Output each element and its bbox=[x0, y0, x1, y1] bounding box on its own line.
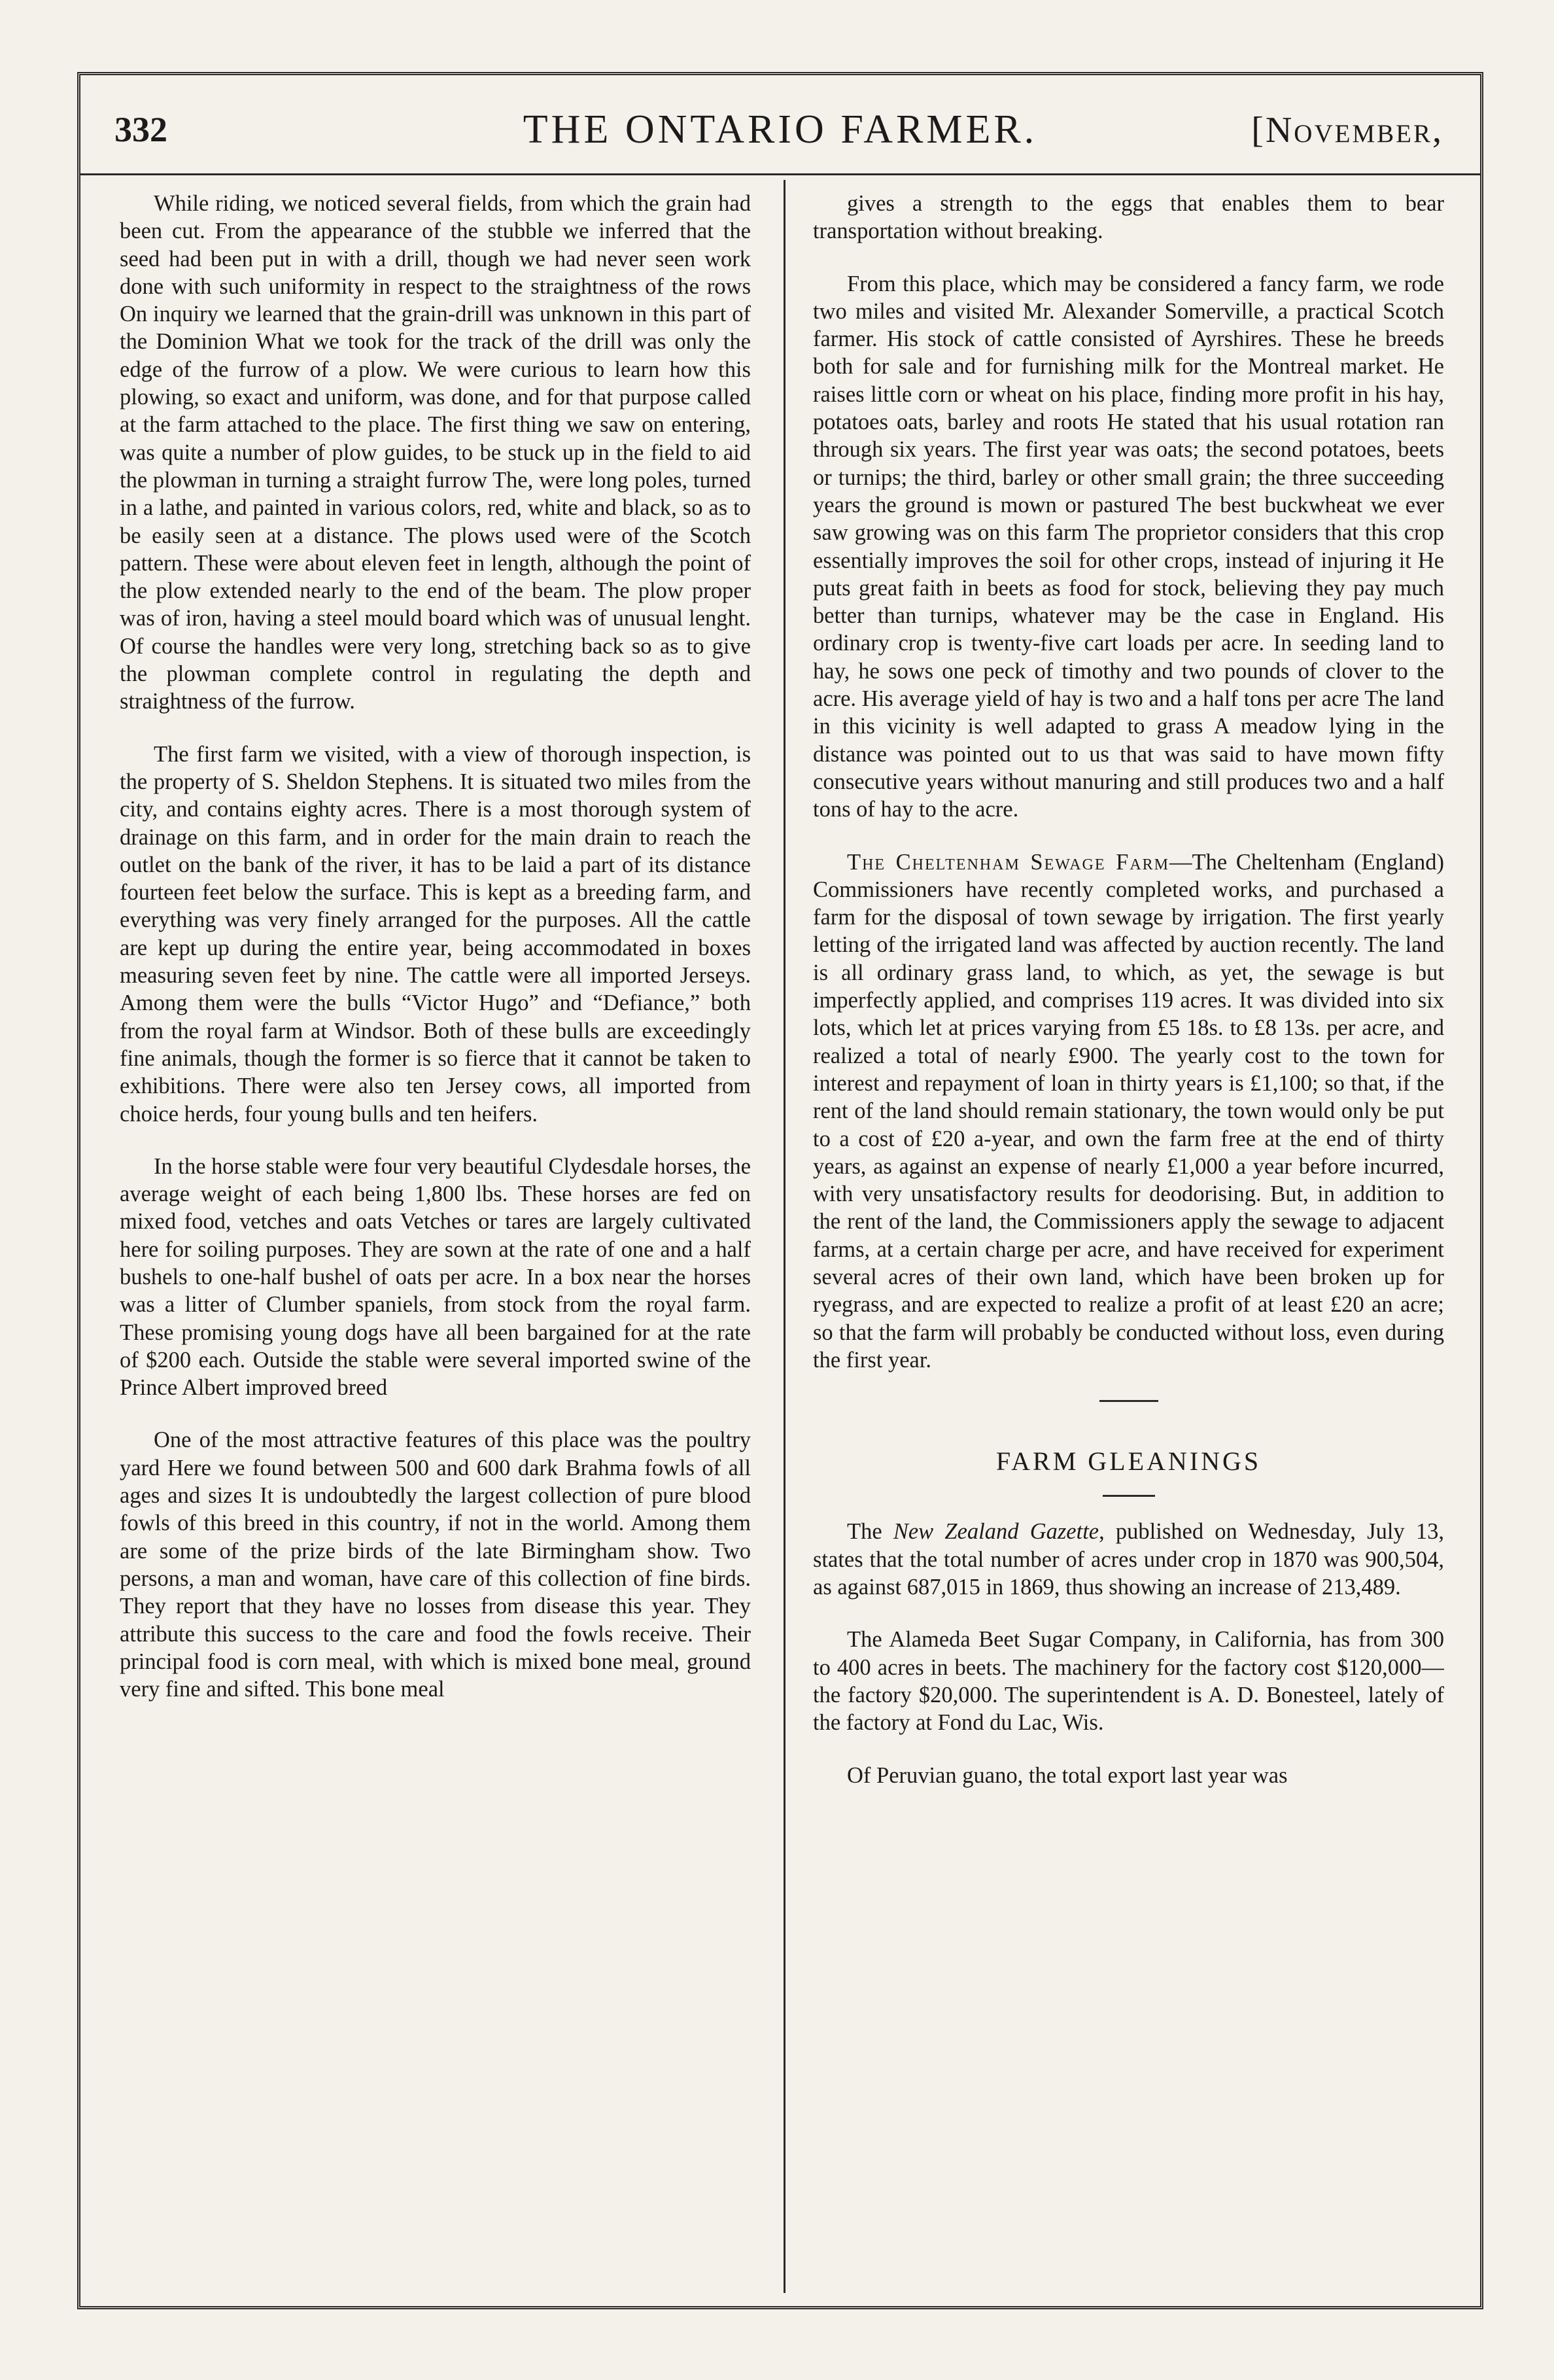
newspaper-name: New Zealand Gazette bbox=[893, 1519, 1099, 1545]
issue-month: [November, bbox=[1251, 110, 1443, 150]
cheltenham-paragraph bbox=[813, 849, 1444, 1374]
column-rule bbox=[784, 180, 786, 2293]
newspaper-page bbox=[77, 72, 1483, 2309]
gleaning-text: , published on Wednesday, July 13, states that the total number of acres under crop in 1870 was 900,504, as against 687,015 in 1869, thus showing an increase of 213,489. bbox=[813, 1519, 1444, 1600]
title-underline bbox=[1103, 1495, 1155, 1497]
gleaning-paragraph: The Alameda Beet Sugar Company, in California, has from 300 to 400 acres in beets. The machinery for the factory cost $120,000—the factory $20,000. The superintendent is A. D. Bonesteel, lately of the factory at Fond du Lac, Wis. bbox=[813, 1627, 1444, 1736]
article-paragraph: One of the most attractive features of this place was the poultry yard Here we found between 500 and 600 dark Brahma fowls of all ages and sizes It is undoubtedly the largest collection of pure blood fowls of this breed in this country, if not in the world. Among them are some of the prize birds of the late Birmingham show. Two persons, a man and woman, have care of this collection of fine birds. They report that they have no losses from disease this year. They attribute this success to the care and food the fowls receive. Their principal food is corn meal, with which is mixed bone meal, ground very fine and sifted. This bone meal bbox=[120, 1427, 751, 1702]
section-title: FARM GLEANINGS bbox=[995, 1446, 1262, 1477]
gleaning-paragraph bbox=[813, 1518, 1444, 1601]
cheltenham-heading: The Cheltenham Sewage Farm bbox=[847, 849, 1170, 875]
section-divider bbox=[1099, 1400, 1158, 1402]
left-column bbox=[120, 190, 751, 2280]
right-column bbox=[813, 190, 1444, 2280]
article-paragraph: In the horse stable were four very beautiful Clydesdale horses, the average weight of each being 1,800 lbs. These horses are fed on mixed food, vetches and oats Vetches or tares are largely cultivated here for soiling purposes. They are sown at the rate of one and a half bushels to one-half bushel of oats per acre. In a box near the horses was a litter of Clumber spaniels, from stock from the royal farm. These promising young dogs have all been bargained for at the rate of $200 each. Outside the stable were several imported swine of the Prince Albert improved breed bbox=[120, 1153, 751, 1401]
publication-title: THE ONTARIO FARMER. bbox=[523, 107, 1038, 152]
gleaning-text: The bbox=[847, 1519, 893, 1545]
article-paragraph: The first farm we visited, with a view of thorough inspection, is the property of S. Sheldon Stephens. It is situated two miles from the city, and contains eighty acres. There is a most thorough system of drainage on this farm, and in order for the main drain to reach the outlet on the bank of the river, it has to be laid a part of its distance fourteen feet below the surface. This is kept as a breeding farm, and everything was very finely arranged for the purposes. All the cattle are kept up during the entire year, being accommodated in boxes measuring seven feet by nine. The cattle were all imported Jerseys. Among them were the bulls “Victor Hugo” and “Defiance,” both from the royal farm at Windsor. Both of these bulls are exceedingly fine animals, though the former is so fierce that it cannot be taken to exhibitions. There were also ten Jersey cows, all imported from choice herds, four young bulls and ten heifers. bbox=[120, 741, 751, 1127]
page-number: 332 bbox=[114, 110, 167, 149]
cheltenham-text: —The Cheltenham (England) Commissioners have recently completed works, and purchased a farm for the disposal of town sewage by irrigation. The first yearly letting of the irrigated land was affected by auction recently. The land is all ordinary grass land, to which, as yet, the sewage is but imperfectly applied, and comprises 119 acres. It was divided into six lots, which let at prices varying from £5 18s. to £8 13s. per acre, and realized a total of nearly £900. The yearly cost to the town for interest and repayment of loan in thirty years is £1,100; so that, if the rent of the land should remain stationary, the town would only be put to a cost of £20 a-year, and own the farm free at the end of thirty years, as against an expense of nearly £1,000 a year before incurred, with very unsatisfactory results for deodorising. But, in addition to the rent of the land, the Commissioners apply the sewage to adjacent farms, at a certain charge per acre, and have received for experiment several acres of their own land, which have been broken up for ryegrass, and are expected to realize a profit of at least £20 an acre; so that the farm will probably be conducted without loss, even during the first year. bbox=[813, 849, 1444, 1373]
article-paragraph: While riding, we noticed several fields, from which the grain had been cut. From the appearance of the stubble we inferred that the seed had been put in with a drill, though we had never seen work done with such uniformity in respect to the straightness of the rows On inquiry we learned that the grain-drill was unknown in this part of the Dominion What we took for the track of the drill was only the edge of the furrow of a plow. We were curious to learn how this plowing, so exact and uniform, was done, and for that purpose called at the farm attached to the place. The first thing we saw on entering, was quite a number of plow guides, to be stuck up in the field to aid the plowman in turning a straight furrow The, were long poles, turned in a lathe, and painted in various colors, red, white and black, so as to be easily seen at a distance. The plows used were of the Scotch pattern. These were about eleven feet in length, although the point of the plow extended nearly to the end of the beam. The plow proper was of iron, having a steel mould board which was of unusual lenght. Of course the handles were very long, stretching back so as to give the plowman complete control in regulating the depth and straightness of the furrow. bbox=[120, 191, 751, 714]
gleaning-paragraph: Of Peruvian guano, the total export last year was bbox=[847, 1762, 1288, 1788]
page-header bbox=[80, 75, 1480, 175]
article-paragraph: gives a strength to the eggs that enables them to bear transportation without breaking. bbox=[813, 191, 1444, 244]
article-paragraph: From this place, which may be considered a fancy farm, we rode two miles and visited Mr. Alexander Somerville, a practical Scotch farmer. His stock of cattle consisted of Ayrshires. These he breeds both for sale and for furnishing milk for the Montreal market. He raises little corn or wheat on his place, finding more profit in his hay, potatoes oats, barley and roots He stated that his usual rotation ran through six years. The first year was oats; the second potatoes, beets or turnips; the third, barley or other small grain; the three succeeding years the ground is mown or pastured The best buckwheat we ever saw growing was on this farm The proprietor considers that this crop essentially improves the soil for other crops, instead of injuring it He puts great faith in beets as food for stock, believing they pay much better than turnips, whatever may be the case in England. His ordinary crop is twenty-five cart loads per acre. In seeding land to hay, he sows one peck of timothy and two pounds of clover to the acre. His average yield of hay is two and a half tons per acre The land in this vicinity is well adapted to grass A meadow lying in the distance was pointed out to us that was said to have mown fifty consecutive years without manuring and still produces two and a half tons of hay to the acre. bbox=[813, 271, 1444, 822]
